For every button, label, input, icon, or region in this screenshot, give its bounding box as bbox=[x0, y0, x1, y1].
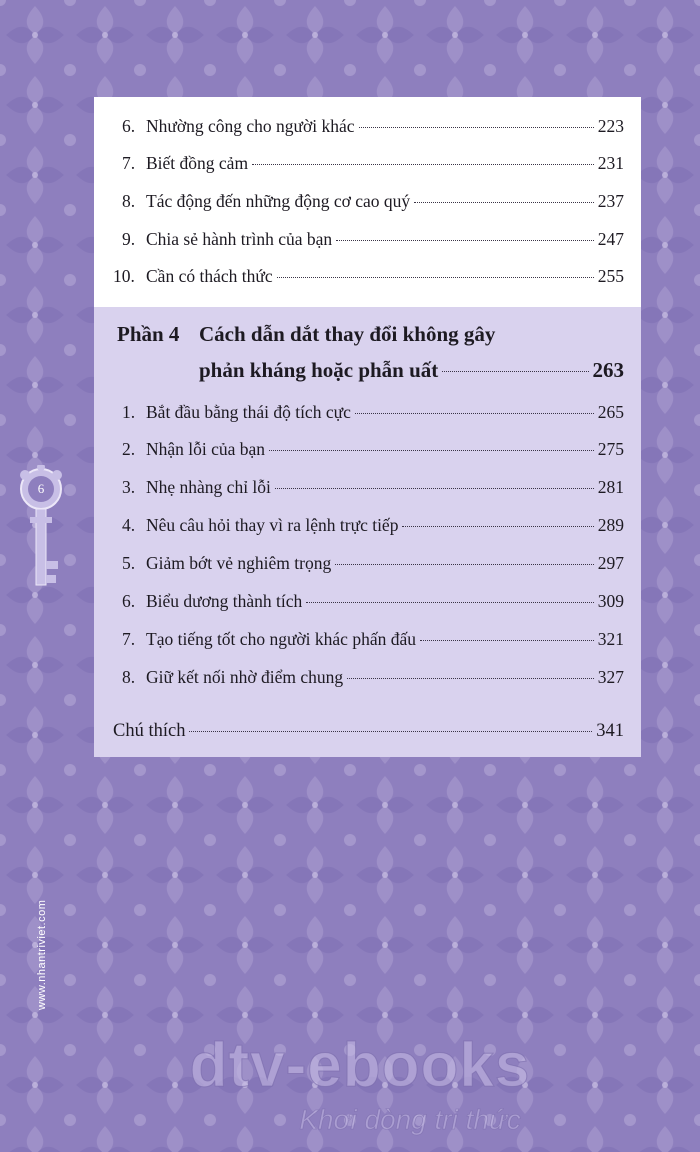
toc-entry bbox=[122, 116, 624, 137]
entry-title: Nhẹ nhàng chỉ lỗi bbox=[146, 477, 271, 497]
entry-title: Biết đồng cảm bbox=[146, 153, 249, 173]
entry-title: Tác động đến những động cơ cao quý bbox=[146, 191, 411, 211]
leader-dots bbox=[402, 526, 593, 527]
entry-title: Nêu câu hỏi thay vì ra lệnh trực tiếp bbox=[146, 515, 399, 535]
part-title-line2: phản kháng hoặc phẫn uất bbox=[199, 358, 439, 382]
toc-entry bbox=[122, 153, 624, 174]
leader-dots bbox=[252, 164, 594, 165]
leader-dots bbox=[442, 371, 588, 372]
toc-entry bbox=[122, 515, 624, 536]
entry-title: Nhường công cho người khác bbox=[146, 116, 355, 136]
entry-number: 8. bbox=[122, 191, 136, 211]
leader-dots bbox=[335, 564, 594, 565]
leader-dots bbox=[414, 202, 594, 203]
entry-page: 297 bbox=[597, 553, 624, 573]
watermark-logo: dtv-ebooks bbox=[189, 1031, 531, 1100]
leader-dots bbox=[306, 602, 593, 603]
entry-title: Nhận lỗi của bạn bbox=[146, 439, 266, 459]
entry-title: Giảm bớt vẻ nghiêm trọng bbox=[146, 553, 332, 573]
toc-entry bbox=[122, 477, 624, 498]
part-title-line1: Cách dẫn dắt thay đổi không gây bbox=[199, 322, 496, 346]
toc-entry bbox=[122, 629, 624, 650]
part-label: Phần 4 bbox=[117, 322, 180, 346]
entry-page: 281 bbox=[597, 477, 624, 497]
toc-entry bbox=[122, 667, 624, 688]
entry-number: 7. bbox=[122, 629, 136, 649]
watermark-tagline: Khơi dòng tri thức bbox=[299, 1104, 521, 1135]
entry-page: 265 bbox=[597, 402, 624, 422]
entry-number: 3. bbox=[122, 477, 136, 497]
entry-page: 255 bbox=[597, 266, 624, 286]
leader-dots bbox=[420, 640, 594, 641]
toc-entry-notes bbox=[113, 721, 624, 742]
leader-dots bbox=[275, 488, 594, 489]
entry-page: 309 bbox=[597, 591, 624, 611]
entry-page: 289 bbox=[597, 515, 624, 535]
publisher-url: www.nhantriviet.com bbox=[36, 899, 48, 1010]
entry-number: 5. bbox=[122, 553, 136, 573]
toc-entry bbox=[122, 191, 624, 212]
leader-dots bbox=[355, 413, 594, 414]
leader-dots bbox=[269, 450, 594, 451]
entry-number: 1. bbox=[122, 402, 136, 422]
entry-page: 231 bbox=[597, 153, 624, 173]
entry-page: 247 bbox=[597, 229, 624, 249]
entry-page: 223 bbox=[597, 116, 624, 136]
leader-dots bbox=[336, 240, 594, 241]
entry-number: 4. bbox=[122, 515, 136, 535]
entry-title: Bắt đầu bằng thái độ tích cực bbox=[146, 402, 351, 422]
entry-title: Giữ kết nối nhờ điểm chung bbox=[146, 667, 344, 687]
toc-entry bbox=[122, 402, 624, 423]
toc-entry bbox=[122, 229, 624, 250]
entry-number: 9. bbox=[122, 229, 136, 249]
leader-dots bbox=[359, 127, 594, 128]
entry-number: 6. bbox=[122, 116, 136, 136]
leader-dots bbox=[277, 277, 594, 278]
entry-number: 10. bbox=[113, 266, 135, 286]
entry-title: Chú thích bbox=[113, 721, 186, 741]
entry-page: 321 bbox=[597, 629, 624, 649]
part-title-row bbox=[199, 358, 624, 383]
leader-dots bbox=[347, 678, 594, 679]
entry-page: 237 bbox=[597, 191, 624, 211]
entry-number: 7. bbox=[122, 153, 136, 173]
part-page: 263 bbox=[592, 358, 624, 382]
page-number: 6 bbox=[37, 481, 45, 496]
entry-page: 275 bbox=[597, 439, 624, 459]
entry-title: Tạo tiếng tốt cho người khác phấn đấu bbox=[146, 629, 416, 649]
entry-page: 327 bbox=[597, 667, 624, 687]
entry-title: Cần có thách thức bbox=[146, 266, 273, 286]
toc-entry bbox=[122, 439, 624, 460]
leader-dots bbox=[189, 731, 592, 732]
entry-number: 2. bbox=[122, 439, 136, 459]
toc-entry bbox=[122, 553, 624, 574]
toc-entry bbox=[122, 591, 624, 612]
entry-page: 341 bbox=[596, 721, 624, 741]
entry-title: Biểu dương thành tích bbox=[146, 591, 303, 611]
entry-number: 6. bbox=[122, 591, 136, 611]
entry-number: 8. bbox=[122, 667, 136, 687]
entry-title: Chia sẻ hành trình của bạn bbox=[146, 229, 333, 249]
toc-entry bbox=[113, 266, 624, 287]
